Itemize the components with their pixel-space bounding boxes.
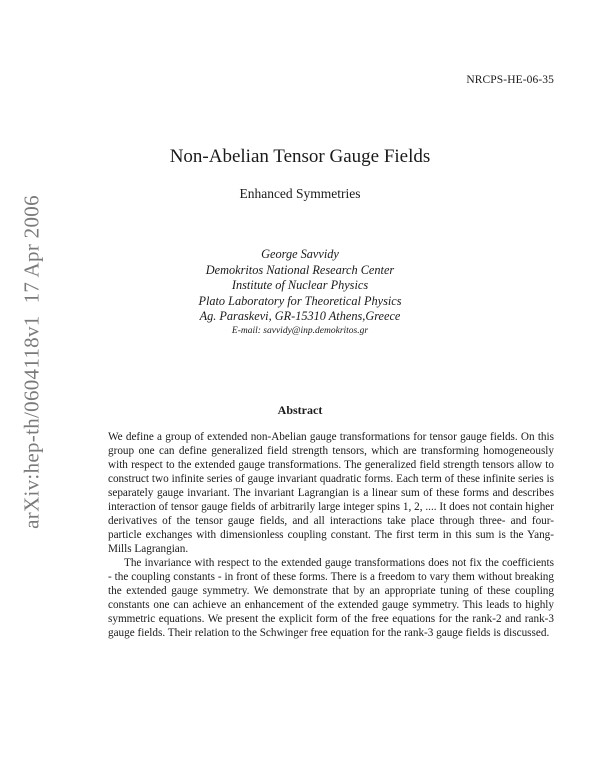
author-affiliation-1: Demokritos National Research Center	[205, 262, 395, 277]
paper-title: Non-Abelian Tensor Gauge Fields	[169, 146, 431, 167]
author-email: E-mail: savvidy@inp.demokritos.gr	[231, 325, 369, 336]
author-name: George Savvidy	[261, 247, 339, 261]
abstract-heading: Abstract	[277, 403, 323, 417]
author-affiliation-2: Institute of Nuclear Physics	[231, 278, 369, 293]
report-number: NRCPS-HE-06-35	[466, 74, 554, 86]
author-address: Ag. Paraskevi, GR-15310 Athens,Greece	[199, 309, 401, 324]
abstract-paragraph-2: The invariance with respect to the extended gauge transformations does not fix the coefficients - the coupling constants - in front of these forms. There is a freedom to vary them without breaking the extended gauge symmetry. We demonstrate that by an appropriate tuning of these coupling constants one can achieve an enhancement of the extended gauge symmetry. This leads to highly symmetric equations. We present the explicit form of the free equations for the rank-2 and rank-3 gauge fields. Their relation to the Schwinger free equation for the rank-3 gauge fields is discussed.	[108, 557, 554, 639]
author-affiliation-3: Plato Laboratory for Theoretical Physics	[198, 293, 402, 308]
author-block	[0, 247, 600, 338]
arxiv-date: 17 Apr 2006	[19, 195, 44, 304]
arxiv-identifier: arXiv:hep-th/0604118v1	[19, 315, 44, 529]
paper-subtitle: Enhanced Symmetries	[239, 186, 361, 201]
abstract-body	[108, 430, 554, 640]
abstract-paragraph-1: We define a group of extended non-Abelian gauge transformations for tensor gauge fields. On this group one can define generalized field strength tensors, which are transforming homogeneously with respect to the extended gauge transformations. The generalized field strength tensors allow to construct two infinite series of gauge invariant quadratic forms. Each term of these infinite series is separately gauge invariant. The invariant Lagrangian is a linear sum of these forms and describes interaction of tensor gauge fields of arbitrarily large integer spins 1, 2, .... It does not contain higher derivatives of the tensor gauge fields, and all interactions take place through three- and four-particle exchanges with dimensionless coupling constant. The first term in this sum is the Yang-Mills Lagrangian.	[108, 431, 554, 555]
arxiv-stamp-text	[20, 195, 45, 529]
